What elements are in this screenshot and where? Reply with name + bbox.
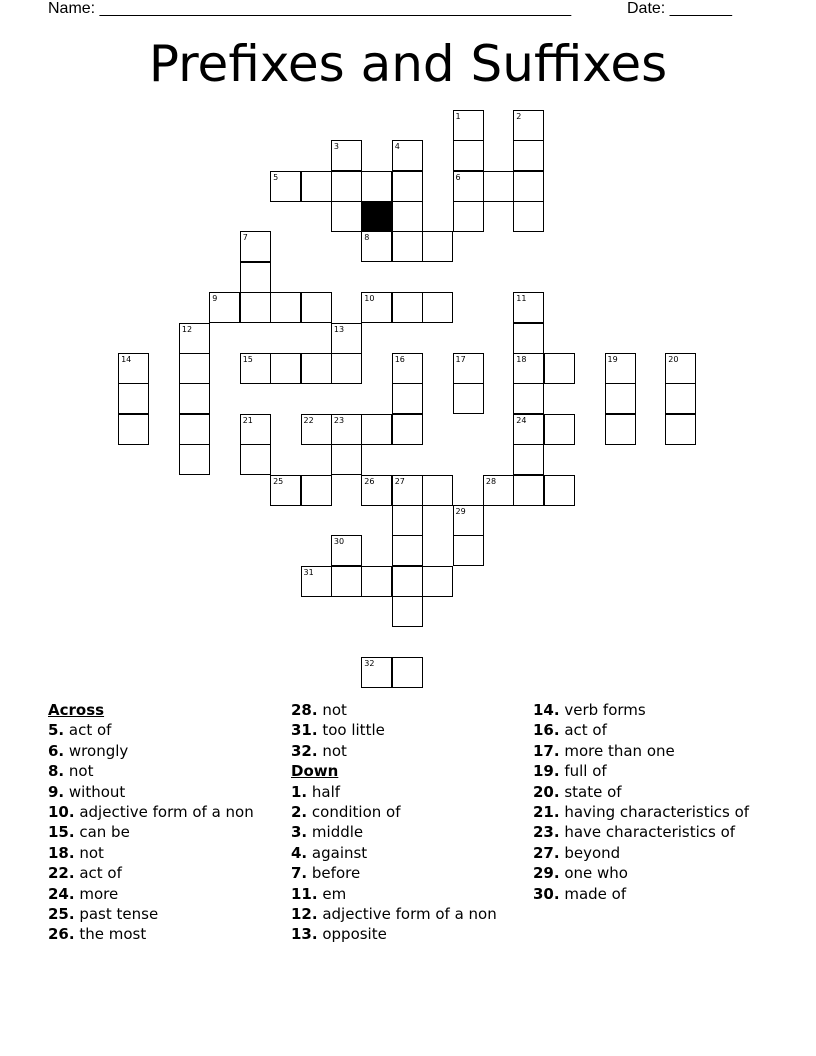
- clue-item-text: too little: [317, 721, 385, 740]
- clue-number: 10: [364, 294, 375, 304]
- clue-item-number: 32.: [291, 741, 318, 760]
- clue-item-number: 26.: [48, 925, 75, 944]
- clue-item-number: 24.: [48, 884, 75, 903]
- clue-item-text: more than one: [559, 741, 675, 760]
- clue-number: 28: [485, 476, 497, 486]
- clue-number: 29: [455, 506, 466, 516]
- grid-cell: [392, 414, 423, 445]
- grid-cell: [422, 292, 453, 323]
- grid-cell: [605, 383, 636, 414]
- clue-item-text: wrongly: [64, 741, 129, 760]
- clue-item-text: verb forms: [559, 701, 646, 719]
- grid-cell: [392, 140, 423, 171]
- clue-item-number: 9.: [48, 782, 65, 801]
- clue-item: [48, 741, 283, 761]
- grid-cell: [301, 353, 332, 384]
- clue-item-text: more: [74, 884, 119, 903]
- clue-item-text: adjective form of a non: [74, 803, 254, 822]
- down-heading: Down: [291, 762, 339, 781]
- grid-cell: [301, 566, 332, 597]
- grid-cell: [392, 292, 423, 323]
- grid-cell: [453, 171, 484, 202]
- grid-cell: [453, 140, 484, 171]
- clue-item: [291, 700, 526, 720]
- name-field-label: Name: _____________________________________________________: [48, 0, 572, 17]
- clue-item-number: 30.: [533, 884, 560, 903]
- clue-number: 6: [455, 172, 461, 182]
- clue-item-number: 21.: [533, 803, 560, 822]
- clue-item: [533, 761, 768, 781]
- grid-cell: [301, 292, 332, 323]
- clue-item-number: 10.: [48, 803, 75, 822]
- clue-item: [48, 924, 283, 944]
- grid-cell: [118, 414, 149, 445]
- grid-cell: [301, 171, 332, 202]
- clue-item: [291, 802, 526, 822]
- grid-cell: [422, 231, 453, 262]
- grid-cell: [392, 231, 423, 262]
- clue-item-number: 19.: [533, 762, 560, 781]
- grid-cell: [422, 566, 453, 597]
- clue-item-text: not: [317, 701, 347, 719]
- grid-cell: [392, 657, 423, 688]
- grid-cell: [665, 353, 696, 384]
- grid-cell: [392, 201, 423, 232]
- clue-item-text: adjective form of a non: [317, 905, 497, 924]
- grid-cell: [483, 171, 514, 202]
- clue-number: 3: [333, 142, 339, 152]
- clue-item: [291, 782, 526, 802]
- clue-item-number: 4.: [291, 843, 308, 862]
- clue-number: 32: [364, 658, 375, 668]
- clue-item-number: 15.: [48, 823, 75, 842]
- grid-cell: [361, 475, 392, 506]
- grid-cell: [240, 444, 271, 475]
- grid-cell: [453, 353, 484, 384]
- grid-cell: [513, 292, 544, 323]
- clue-item-number: 17.: [533, 741, 560, 760]
- grid-cell: [453, 201, 484, 232]
- clue-item-text: one who: [559, 864, 628, 883]
- grid-cell: [513, 140, 544, 171]
- clue-item-number: 6.: [48, 741, 65, 760]
- clue-item: [48, 884, 283, 904]
- grid-cell: [361, 657, 392, 688]
- grid-cell: [361, 566, 392, 597]
- clue-number: 4: [394, 142, 400, 152]
- clue-item-text: can be: [74, 823, 130, 842]
- clue-column-2: [291, 700, 526, 945]
- clue-item: [291, 822, 526, 842]
- grid-cell: [240, 262, 271, 293]
- clue-number: 26: [364, 476, 375, 486]
- clue-item: [291, 884, 526, 904]
- clue-item: [533, 720, 768, 740]
- clue-item: [48, 761, 283, 781]
- clue-item-number: 11.: [291, 884, 318, 903]
- clue-item: [48, 720, 283, 740]
- clue-item-number: 28.: [291, 701, 318, 719]
- grid-cell: [118, 383, 149, 414]
- clue-item-text: the most: [74, 925, 147, 944]
- grid-cell: [453, 505, 484, 536]
- clue-number: 25: [273, 476, 284, 486]
- grid-cell: [483, 475, 514, 506]
- clue-item: [291, 720, 526, 740]
- grid-cell: [513, 475, 544, 506]
- clue-item-number: 18.: [48, 843, 75, 862]
- clue-item-text: not: [64, 762, 94, 781]
- clue-item-text: before: [307, 864, 361, 883]
- clue-item-text: middle: [307, 823, 364, 842]
- clue-number: 2: [516, 111, 522, 121]
- clue-number: 16: [394, 354, 405, 364]
- grid-cell: [453, 535, 484, 566]
- grid-cell: [361, 414, 392, 445]
- grid-cell: [392, 505, 423, 536]
- clue-item-text: condition of: [307, 803, 401, 822]
- grid-cell: [392, 383, 423, 414]
- clue-item-text: not: [317, 741, 347, 760]
- date-field-label: Date: _______: [627, 0, 732, 17]
- grid-cell: [240, 292, 271, 323]
- clue-number: 27: [394, 476, 405, 486]
- clue-item-text: have characteristics of: [559, 823, 736, 842]
- clue-column-1: [48, 700, 283, 945]
- clue-item: [291, 741, 526, 761]
- clue-item-text: not: [74, 843, 104, 862]
- clue-number: 19: [607, 354, 618, 364]
- clue-item: [533, 700, 768, 720]
- grid-cell: [240, 231, 271, 262]
- grid-cell: [270, 171, 301, 202]
- grid-cell: [301, 475, 332, 506]
- grid-cell: [361, 171, 392, 202]
- grid-cell: [301, 414, 332, 445]
- grid-cell: [179, 414, 210, 445]
- grid-cell: [605, 414, 636, 445]
- grid-cell: [392, 566, 423, 597]
- page-title: Prefixes and Suffixes: [148, 35, 668, 93]
- clue-number: 8: [364, 233, 370, 243]
- grid-cell: [513, 444, 544, 475]
- grid-cell: [392, 535, 423, 566]
- clue-number: 14: [121, 354, 132, 364]
- clue-number: 12: [181, 324, 193, 334]
- clue-item-number: 27.: [533, 843, 560, 862]
- clue-item-text: half: [307, 782, 341, 801]
- across-heading: Across: [48, 701, 105, 719]
- grid-cell: [361, 292, 392, 323]
- clue-item: [48, 904, 283, 924]
- clue-item-text: act of: [64, 721, 112, 740]
- clue-number: 18: [516, 354, 527, 364]
- grid-cell: [331, 140, 362, 171]
- clue-item: [291, 863, 526, 883]
- clue-item: [48, 822, 283, 842]
- clue-item-text: without: [64, 782, 126, 801]
- clue-item-text: against: [307, 843, 368, 862]
- clue-item: [533, 782, 768, 802]
- grid-cell: [361, 231, 392, 262]
- grid-cell: [331, 171, 362, 202]
- clue-number: 15: [242, 354, 253, 364]
- clue-item-text: having characteristics of: [559, 803, 750, 822]
- clue-number: 17: [455, 354, 466, 364]
- clue-item-number: 22.: [48, 864, 75, 883]
- grid-cell: [240, 414, 271, 445]
- grid-cell: [270, 475, 301, 506]
- clue-number: 24: [516, 415, 527, 425]
- grid-cell: [513, 414, 544, 445]
- clue-number: 1: [455, 111, 461, 121]
- clue-number: 20: [668, 354, 679, 364]
- grid-cell: [513, 110, 544, 141]
- clue-item-number: 7.: [291, 864, 308, 883]
- clue-item: [291, 843, 526, 863]
- clue-item: [533, 843, 768, 863]
- clue-item: [48, 843, 283, 863]
- grid-cell: [179, 323, 210, 354]
- across-clue-list: [48, 720, 283, 944]
- grid-cell: [605, 353, 636, 384]
- clue-number: 11: [516, 294, 527, 304]
- grid-cell: [331, 535, 362, 566]
- clue-item-text: beyond: [559, 843, 621, 862]
- clue-item-text: full of: [559, 762, 607, 781]
- grid-cell: [422, 475, 453, 506]
- clue-number: 21: [242, 415, 253, 425]
- down-clue-list-continued: [533, 700, 768, 904]
- grid-cell: [453, 110, 484, 141]
- clue-item: [291, 904, 526, 924]
- clue-item: [48, 863, 283, 883]
- grid-cell: [240, 353, 271, 384]
- clue-item-number: 3.: [291, 823, 308, 842]
- clue-item: [48, 802, 283, 822]
- grid-cell: [392, 353, 423, 384]
- clue-number: 7: [242, 233, 248, 243]
- clue-item-text: act of: [559, 721, 607, 740]
- clue-item-text: em: [317, 884, 347, 903]
- clue-item-number: 23.: [533, 823, 560, 842]
- clue-item-text: made of: [559, 884, 627, 903]
- grid-cell: [513, 201, 544, 232]
- clue-item-number: 13.: [291, 925, 318, 944]
- clue-item-number: 5.: [48, 721, 65, 740]
- clue-number: 9: [212, 294, 218, 304]
- clue-item: [533, 802, 768, 822]
- grid-cell: [392, 596, 423, 627]
- clue-item: [533, 863, 768, 883]
- clue-item-number: 14.: [533, 701, 560, 719]
- clue-number: 22: [303, 415, 314, 425]
- clue-column-3: [533, 700, 768, 904]
- clue-item-text: act of: [74, 864, 122, 883]
- clue-item: [291, 924, 526, 944]
- grid-cell: [209, 292, 240, 323]
- across-clue-list-continued: [291, 700, 526, 761]
- grid-cell: [331, 414, 362, 445]
- clue-item-number: 1.: [291, 782, 308, 801]
- grid-cell: [665, 383, 696, 414]
- grid-cell: [331, 353, 362, 384]
- clue-item-number: 25.: [48, 905, 75, 924]
- grid-cell: [513, 171, 544, 202]
- clue-number: 5: [273, 172, 279, 182]
- grid-cell: [118, 353, 149, 384]
- grid-cell: [392, 171, 423, 202]
- clue-item-number: 20.: [533, 782, 560, 801]
- clue-number: 31: [303, 567, 314, 577]
- black-square: [361, 201, 392, 232]
- grid-cell: [331, 201, 362, 232]
- clue-item: [48, 782, 283, 802]
- clue-item: [533, 822, 768, 842]
- grid-cell: [392, 475, 423, 506]
- clue-item: [533, 741, 768, 761]
- grid-cell: [544, 475, 575, 506]
- down-clue-list: [291, 782, 526, 945]
- clue-item-number: 16.: [533, 721, 560, 740]
- clue-item-number: 2.: [291, 803, 308, 822]
- grid-cell: [544, 414, 575, 445]
- grid-cell: [665, 414, 696, 445]
- clue-item-text: opposite: [317, 925, 387, 944]
- grid-cell: [270, 353, 301, 384]
- clue-item-number: 8.: [48, 762, 65, 781]
- clue-number: 23: [333, 415, 345, 425]
- clue-number: 30: [333, 537, 345, 547]
- grid-cell: [513, 383, 544, 414]
- grid-cell: [179, 444, 210, 475]
- grid-cell: [513, 323, 544, 354]
- grid-cell: [331, 444, 362, 475]
- clue-item-number: 29.: [533, 864, 560, 883]
- clue-item-number: 31.: [291, 721, 318, 740]
- grid-cell: [179, 383, 210, 414]
- clue-number: 13: [333, 324, 345, 334]
- grid-cell: [453, 383, 484, 414]
- grid-cell: [331, 323, 362, 354]
- grid-cell: [544, 353, 575, 384]
- grid-cell: [331, 566, 362, 597]
- clue-item: [533, 884, 768, 904]
- grid-cell: [513, 353, 544, 384]
- grid-cell: [270, 292, 301, 323]
- clue-item-text: state of: [559, 782, 622, 801]
- grid-cell: [179, 353, 210, 384]
- clue-item-text: past tense: [74, 905, 159, 924]
- clue-item-number: 12.: [291, 905, 318, 924]
